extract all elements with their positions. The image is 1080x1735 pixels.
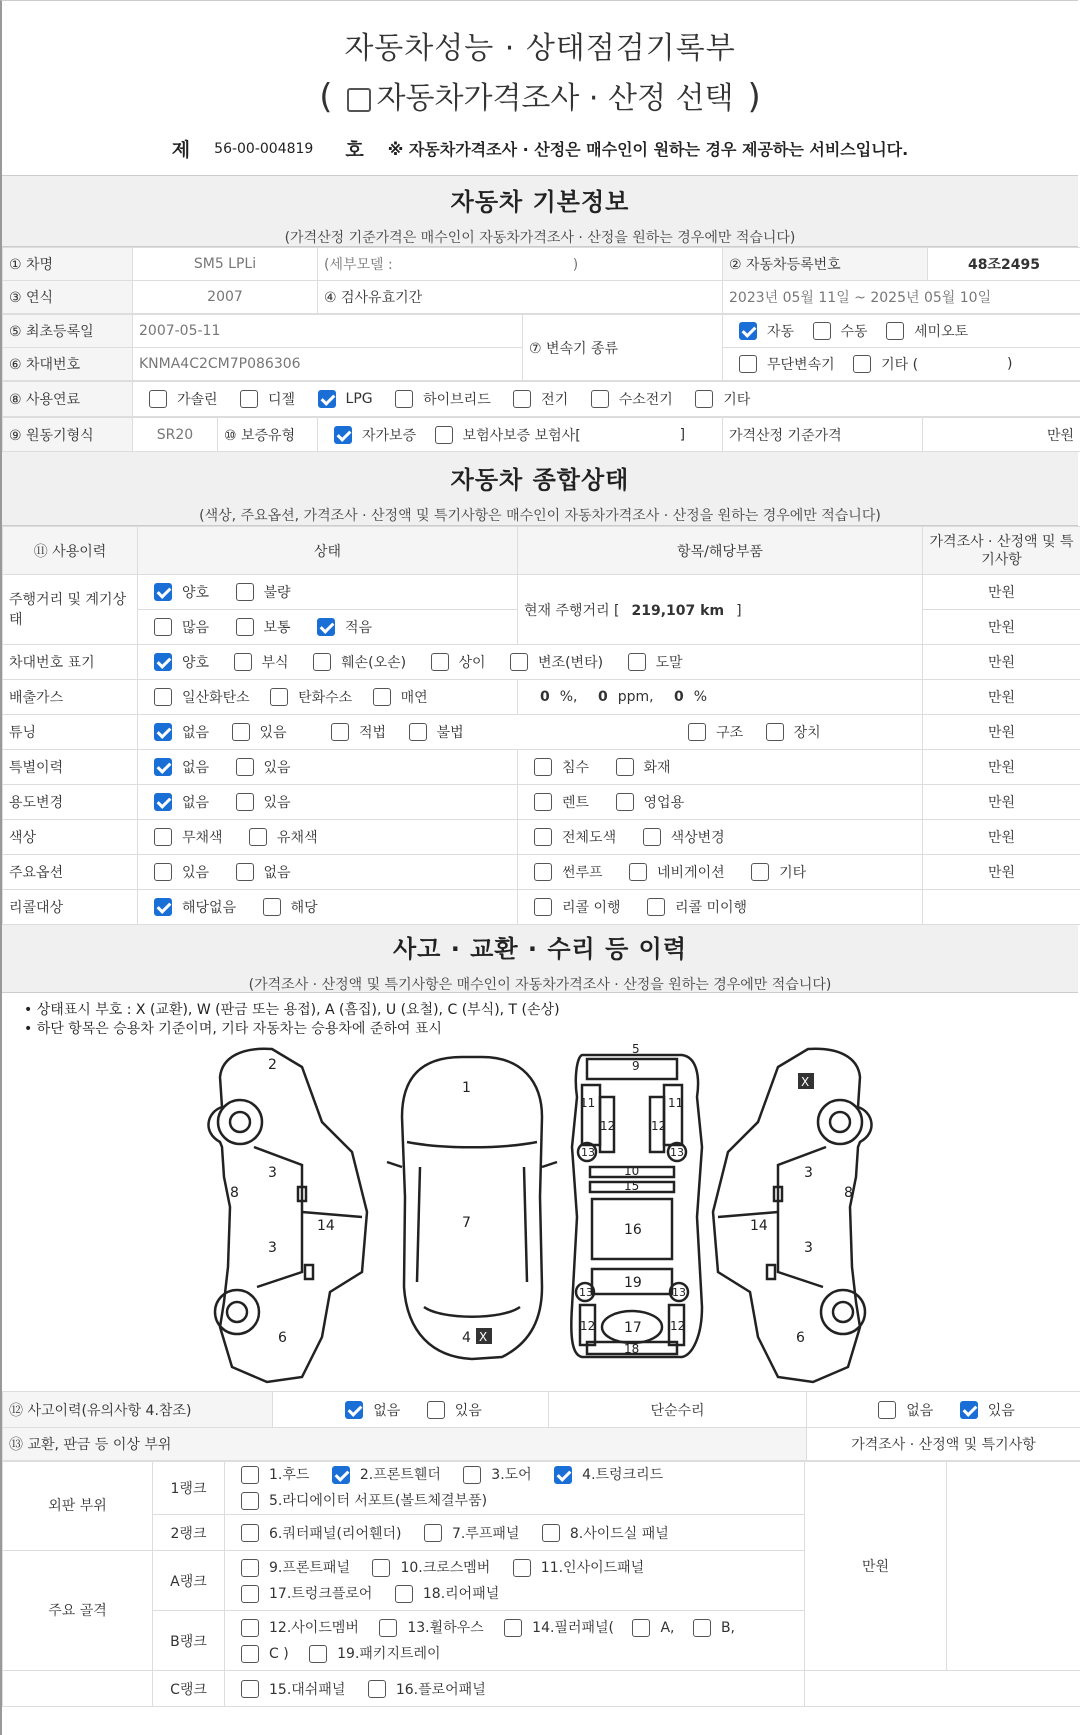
fuel-lpg-checkbox[interactable]: [318, 390, 336, 408]
first-registration-date: 2007-05-11: [133, 315, 523, 348]
part-label-8: 8: [230, 1185, 239, 1201]
fuel-table: ⑧ 사용연료 가솔린 디젤 LPG 하이브리드 전기 수소전기 기타: [2, 381, 1080, 417]
vin-damage-checkbox[interactable]: [313, 653, 331, 671]
usage-rent-checkbox[interactable]: [534, 793, 552, 811]
document-header: [2, 1, 1078, 176]
basic-info-header: 자동차 기본정보 (가격산정 기준가격은 매수인이 자동차가격조사 · 산정을 원하는 경우에만 적습니다): [2, 176, 1078, 247]
trans-manual-checkbox[interactable]: [813, 322, 831, 340]
vin-altered-checkbox[interactable]: [510, 653, 528, 671]
inspection-period: 2023년 05월 11일 ~ 2025년 05월 10일: [723, 281, 1080, 314]
tuning-legal-checkbox[interactable]: [331, 723, 349, 741]
recall-yes-checkbox[interactable]: [263, 898, 281, 916]
document-subtitle: ( 자동차가격조사 · 산정 선택 ): [319, 77, 761, 117]
svg-text:14: 14: [750, 1218, 768, 1234]
part-floorpanel-checkbox[interactable]: [368, 1680, 386, 1698]
part-sidesill-checkbox[interactable]: [542, 1524, 560, 1542]
trans-other-checkbox[interactable]: [853, 355, 871, 373]
part-label-4: 4: [462, 1330, 471, 1346]
vin-painted-checkbox[interactable]: [628, 653, 646, 671]
vin-good-checkbox[interactable]: [154, 653, 172, 671]
color-chromatic-checkbox[interactable]: [249, 828, 267, 846]
overall-status-table: ⑪ 사용이력 상태 항목/해당부품 가격조사 · 산정액 및 특기사항 주행거리 및 계기상태 양호 불량 현재 주행거리 [ 219,107 km ] 만원 많음 보통 적음 만원 차대번호 표기 양호 부식 훼손(오손) 상이 변조(변타) 도말 만원 배출가스 일산화탄소 탄화수소 매연 0 %, 0 ppm, 0 % 만원 튜닝 없음 있음 적법 불법 구조 장치 만원 특별이력 없음 있음 침수 화재 만원 용도변경 없음 있음 렌트 영업용 만원 색상 무채색 유채색 전체도색 색상변경 만원 주요옵션 있음 없음 썬루프 네비게이션 기타 만원 리콜대상 해당없음 해당 리콜 이행 리콜 미이행: [2, 526, 1080, 925]
basic-info-table: ① 차명 SM5 LPLi (세부모델 : ) ② 자동차등록번호 48조2495 ③ 연식 2007 ④ 검사유효기간 2023년 05월 11일 ~ 2025년 05월 10일: [2, 247, 1080, 314]
special-fire-checkbox[interactable]: [616, 758, 634, 776]
tuning-device-checkbox[interactable]: [766, 723, 784, 741]
svg-text:3: 3: [804, 1165, 813, 1181]
part-insidepanel-checkbox[interactable]: [513, 1559, 531, 1577]
fuel-diesel-checkbox[interactable]: [240, 390, 258, 408]
recall-done-checkbox[interactable]: [534, 898, 552, 916]
accident-history-table: ⑫ 사고이력(유의사항 4.참조) 없음 있음 단순수리 없음 있음 ⑬ 교환, 판금 등 이상 부위 가격조사 · 산정액 및 특기사항: [2, 1391, 1080, 1461]
part-roof-checkbox[interactable]: [424, 1524, 442, 1542]
svg-text:12: 12: [580, 1319, 596, 1333]
exhaust-co-checkbox[interactable]: [154, 688, 172, 706]
part-fender-checkbox[interactable]: [332, 1466, 350, 1484]
svg-text:12: 12: [670, 1319, 686, 1333]
options-navi-checkbox[interactable]: [629, 863, 647, 881]
exhaust-values: 0 %, 0 ppm, 0 %: [518, 680, 923, 715]
document-title: 자동차성능 · 상태점검기록부: [344, 31, 736, 66]
svg-text:12: 12: [600, 1119, 616, 1133]
part-pillar-b-checkbox[interactable]: [693, 1619, 711, 1637]
document-number-line: 제 56-00-004819 호 ※ 자동차가격조사 · 산정은 매수인이 원하는 경우 제공하는 서비스입니다.: [171, 139, 909, 161]
gauge-good-checkbox[interactable]: [154, 583, 172, 601]
fuel-electric-checkbox[interactable]: [513, 390, 531, 408]
usage-yes-checkbox[interactable]: [236, 793, 254, 811]
exhaust-smoke-checkbox[interactable]: [373, 688, 391, 706]
svg-text:13: 13: [579, 1286, 593, 1299]
overall-status-header: 자동차 종합상태 (색상, 주요옵션, 가격조사 · 산정액 및 특기사항은 매수인이 자동차가격조사 · 산정을 원하는 경우에만 적습니다): [2, 452, 1078, 526]
svg-text:10: 10: [624, 1164, 640, 1178]
part-label-3a: 3: [268, 1165, 277, 1181]
svg-text:15: 15: [624, 1179, 640, 1193]
accident-none-checkbox[interactable]: [345, 1401, 363, 1419]
engine-table: ⑨ 원동기형식 SR20 ⑩ 보증유형 자가보증 보험사보증 보험사[ ] 가격산정 기준가격 만원: [2, 417, 1080, 452]
svg-text:17: 17: [624, 1320, 642, 1336]
exchange-mark-trunk: X: [479, 1330, 488, 1344]
options-other-checkbox[interactable]: [751, 863, 769, 881]
legend-notes: • 상태표시 부호 : X (교환), W (판금 또는 용접), A (흠집), U (요철), C (부식), T (손상) • 하단 항목은 승용차 기준이며, 기타 자동차는 승용차에 준하여 표시: [24, 1002, 560, 1037]
part-door-checkbox[interactable]: [463, 1466, 481, 1484]
accident-history-header: 사고 · 교환 · 수리 등 이력 (가격조사 · 산정액 및 특기사항은 매수인이 자동차가격조사 · 산정을 원하는 경우에만 적습니다): [2, 925, 1078, 993]
part-rearpanel-checkbox[interactable]: [395, 1585, 413, 1603]
special-yes-checkbox[interactable]: [236, 758, 254, 776]
svg-text:13: 13: [581, 1146, 595, 1159]
usage-business-checkbox[interactable]: [616, 793, 634, 811]
usage-none-checkbox[interactable]: [154, 793, 172, 811]
part-sidemember-checkbox[interactable]: [241, 1619, 259, 1637]
price-survey-checkbox[interactable]: [347, 88, 371, 112]
repair-yes-checkbox[interactable]: [960, 1401, 978, 1419]
trans-cvt-checkbox[interactable]: [739, 355, 757, 373]
fuel-other-checkbox[interactable]: [695, 390, 713, 408]
vin-mismatch-checkbox[interactable]: [431, 653, 449, 671]
special-flood-checkbox[interactable]: [534, 758, 552, 776]
svg-text:16: 16: [624, 1222, 642, 1238]
recall-none-checkbox[interactable]: [154, 898, 172, 916]
part-label-2: 2: [268, 1057, 277, 1073]
part-quarter-checkbox[interactable]: [241, 1524, 259, 1542]
svg-text:6: 6: [796, 1330, 805, 1346]
tuning-yes-checkbox[interactable]: [232, 723, 250, 741]
svg-text:11: 11: [668, 1096, 684, 1110]
tuning-structure-checkbox[interactable]: [688, 723, 706, 741]
svg-text:12: 12: [651, 1119, 667, 1133]
trans-auto-checkbox[interactable]: [739, 322, 757, 340]
trans-semi-checkbox[interactable]: [886, 322, 904, 340]
basic-info-table-2: ⑤ 최초등록일 2007-05-11 ⑦ 변속기 종류 자동 수동 세미오토 ⑥ 차대번호 KNMA4C2CM7P086306 무단변속기 기타 ( ): [2, 314, 1080, 381]
part-label-14: 14: [317, 1218, 335, 1234]
tuning-none-checkbox[interactable]: [154, 723, 172, 741]
tuning-illegal-checkbox[interactable]: [409, 723, 427, 741]
document-number: 56-00-004819: [214, 140, 314, 157]
model-year: 2007: [133, 281, 318, 314]
warranty-self-checkbox[interactable]: [334, 426, 352, 444]
part-wheelhouse-checkbox[interactable]: [379, 1619, 397, 1637]
car-diagram-area: [2, 1037, 1078, 1391]
options-sunroof-checkbox[interactable]: [534, 863, 552, 881]
part-packagetray-checkbox[interactable]: [309, 1645, 327, 1663]
part-label-1: 1: [462, 1080, 471, 1096]
part-hood-checkbox[interactable]: [241, 1466, 259, 1484]
special-none-checkbox[interactable]: [154, 758, 172, 776]
svg-text:9: 9: [632, 1059, 640, 1073]
repair-none-checkbox[interactable]: [878, 1401, 896, 1419]
part-trunklid-checkbox[interactable]: [554, 1466, 572, 1484]
car-name: SM5 LPLi: [133, 248, 318, 281]
fuel-hybrid-checkbox[interactable]: [395, 390, 413, 408]
options-yes-checkbox[interactable]: [154, 863, 172, 881]
vin-rust-checkbox[interactable]: [234, 653, 252, 671]
part-radiator-checkbox[interactable]: [241, 1492, 259, 1510]
fuel-gasoline-checkbox[interactable]: [149, 390, 167, 408]
recall-notdone-checkbox[interactable]: [647, 898, 665, 916]
registration-number: 48조2495: [928, 248, 1080, 281]
warranty-insurance-checkbox[interactable]: [435, 426, 453, 444]
mileage-normal-checkbox[interactable]: [236, 618, 254, 636]
svg-text:11: 11: [580, 1096, 596, 1110]
part-trunkfloor-checkbox[interactable]: [241, 1585, 259, 1603]
svg-text:13: 13: [670, 1146, 684, 1159]
car-diagram: [2, 1037, 1078, 1391]
mileage-many-checkbox[interactable]: [154, 618, 172, 636]
svg-text:8: 8: [844, 1185, 853, 1201]
svg-text:18: 18: [624, 1342, 640, 1356]
part-pillar-a-checkbox[interactable]: [632, 1619, 650, 1637]
part-label-6: 6: [278, 1330, 287, 1346]
part-dashpanel-checkbox[interactable]: [241, 1680, 259, 1698]
options-no-checkbox[interactable]: [236, 863, 254, 881]
engine-type: SR20: [133, 418, 218, 452]
svg-text:19: 19: [624, 1275, 642, 1291]
exchange-mark-right: X: [801, 1075, 810, 1089]
mileage-few-checkbox[interactable]: [317, 618, 335, 636]
part-crossmember-checkbox[interactable]: [372, 1559, 390, 1577]
service-notice: ※ 자동차가격조사 · 산정은 매수인이 원하는 경우 제공하는 서비스입니다.: [387, 140, 909, 159]
color-change-checkbox[interactable]: [643, 828, 661, 846]
svg-text:3: 3: [804, 1240, 813, 1256]
fuel-hydrogen-checkbox[interactable]: [591, 390, 609, 408]
exchange-parts-table: 외판 부위 1랭크 1.후드 2.프론트휀더 3.도어 4.트렁크리드 5.라디에이터 서포트(볼트체결부품) 만원 2랭크 6.쿼터패널(리어휀더) 7.루프패널 8.사이드실 패널 주요 골격 A랭크 9.프론트패널 10.크로스멤버 11.인사이드패널 17.트렁크플로어 18.리어패널 B랭크 12.사이드멤버 13.휠하우스 14.필러패널( A, B, C ) 19.패키지트레이 C랭크 15.대쉬패널 16.플로어패널: [2, 1461, 1080, 1707]
part-pillar-c-checkbox[interactable]: [241, 1645, 259, 1663]
accident-yes-checkbox[interactable]: [427, 1401, 445, 1419]
svg-text:5: 5: [632, 1042, 640, 1056]
current-mileage: 219,107 km: [631, 602, 725, 619]
part-label-7: 7: [462, 1215, 471, 1231]
part-frontpanel-checkbox[interactable]: [241, 1559, 259, 1577]
color-achromatic-checkbox[interactable]: [154, 828, 172, 846]
svg-text:13: 13: [672, 1286, 686, 1299]
part-pillar-checkbox[interactable]: [504, 1619, 522, 1637]
gauge-bad-checkbox[interactable]: [236, 583, 254, 601]
exhaust-hc-checkbox[interactable]: [270, 688, 288, 706]
color-fullpaint-checkbox[interactable]: [534, 828, 552, 846]
part-label-3b: 3: [268, 1240, 277, 1256]
vin-number: KNMA4C2CM7P086306: [133, 348, 523, 381]
